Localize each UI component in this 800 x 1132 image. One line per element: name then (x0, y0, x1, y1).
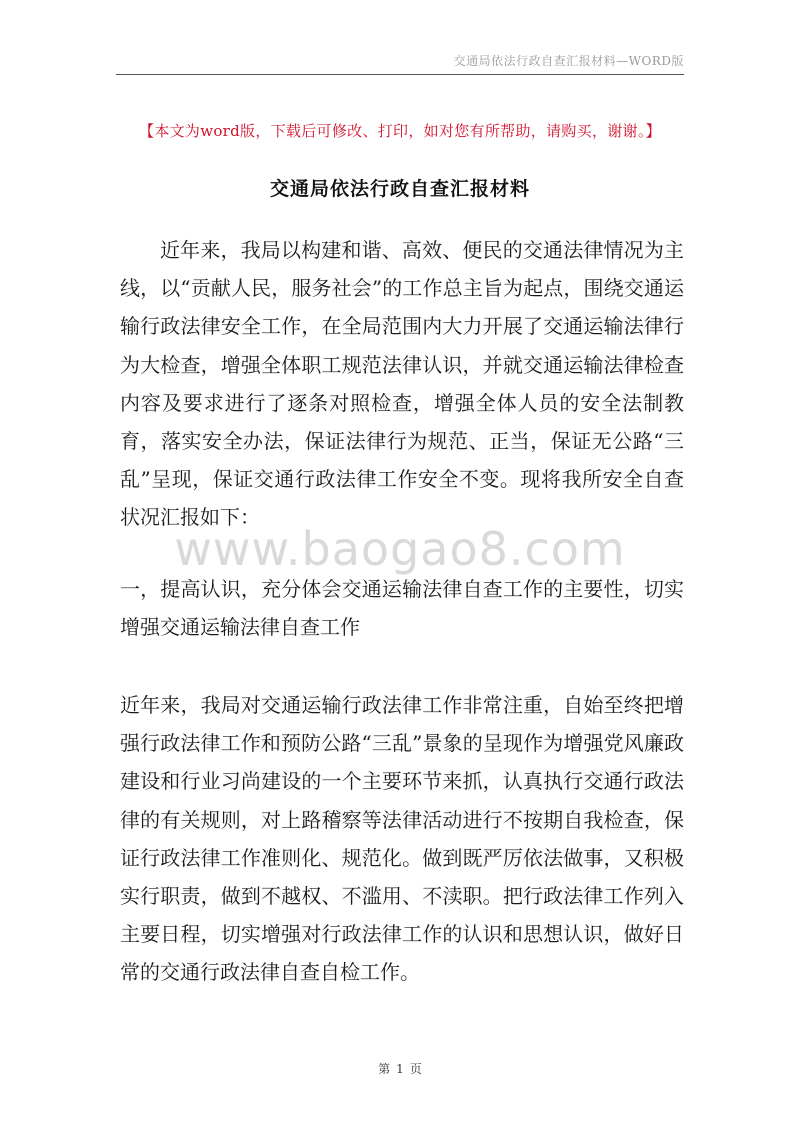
page-number: 1 (396, 1062, 404, 1076)
download-notice: 【本文为word版，下载后可修改、打印，如对您有所帮助，请购买，谢谢。】 (139, 122, 661, 140)
header-divider (116, 74, 684, 75)
page-suffix: 页 (409, 1062, 422, 1076)
body-paragraph: 近年来，我局对交通运输行政法律工作非常注重，自始至终把增强行政法律工作和预防公路“三乱”景象的呈现作为增强党风廉政建设和行业习尚建设的一个主要环节来抓，认真执行交通行政法律的有关规则，对上路稽察等法律活动进行不按期自我检查，保证行政法律工作准则化、规范化。做到既严厉依法做事，又积极实行职责，做到不越权、不滥用、不渎职。把行政法律工作列入主要日程，切实增强对行政法律工作的认识和思想认识，做好日常的交通行政法律自查自检工作。 (120, 693, 684, 985)
document-title: 交通局依法行政自查汇报材料 (269, 178, 530, 200)
section-heading: 一，提高认识，充分体会交通运输法律自查工作的主要性，切实增强交通运输法律自查工作 (120, 577, 684, 640)
site-watermark: www.baogao8.com (174, 522, 626, 576)
page-prefix: 第 (378, 1062, 391, 1076)
page-footer (0, 1060, 800, 1077)
intro-paragraph: 近年来，我局以构建和谐、高效、便民的交通法律情况为主线，以“贡献人民，服务社会”的工作总主旨为起点，围绕交通运输行政法律安全工作，在全局范围内大力开展了交通运输法律行为大检查，增强全体职工规范法律认识，并就交通运输法律检查内容及要求进行了逐条对照检查，增强全体人员的安全法制教育，落实安全办法，保证法律行为规范、正当，保证无公路“三乱”呈现，保证交通行政法律工作安全不变。现将我所安全自查状况汇报如下： (120, 238, 684, 530)
running-header: 交通局依法行政自查汇报材料—WORD版 (453, 54, 684, 68)
